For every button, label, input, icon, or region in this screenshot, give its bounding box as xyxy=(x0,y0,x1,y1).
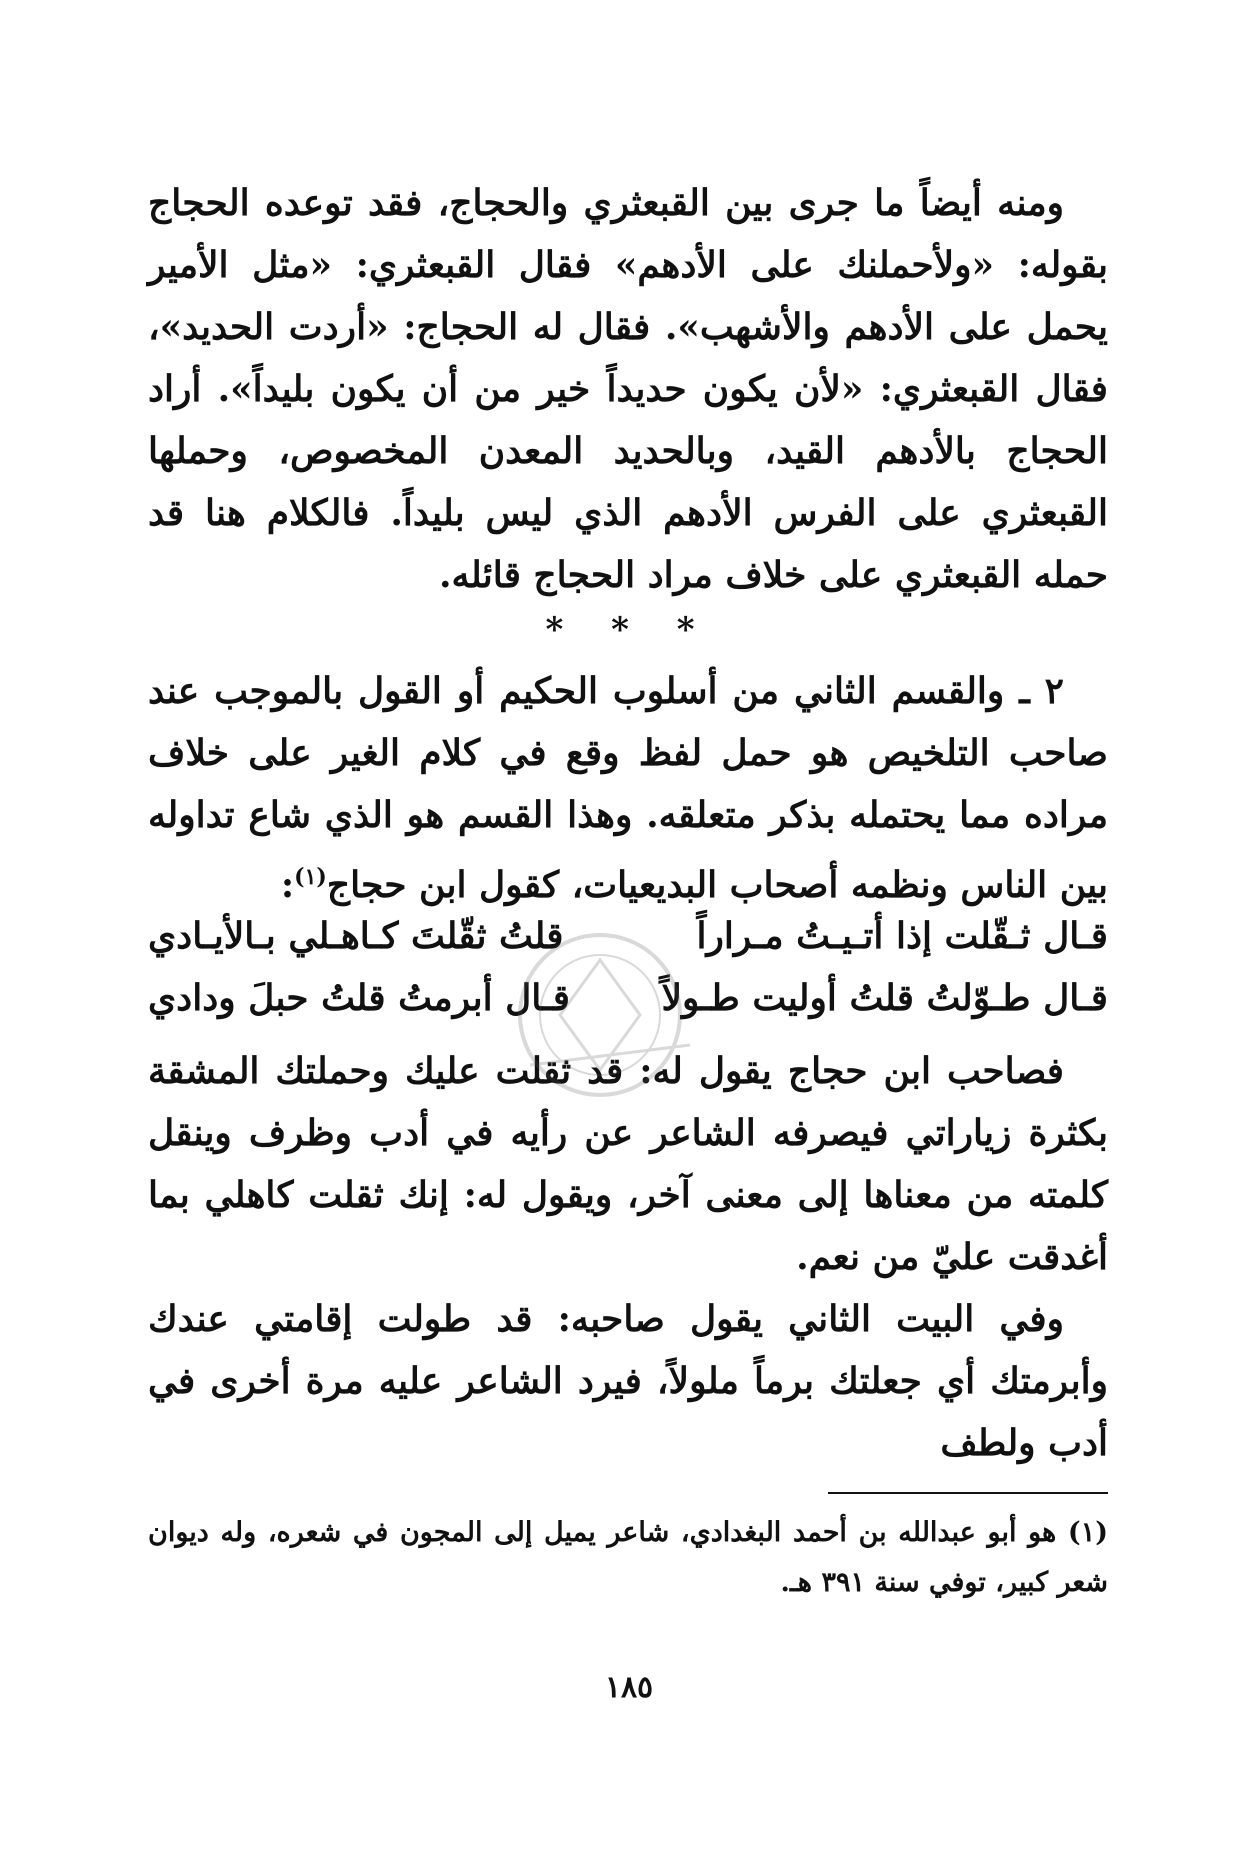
footnote: (١) هو أبو عبدالله بن أحمد البغدادي، شاعر يميل إلى المجون في شعره، وله ديوان شعر كبير، توفي سنة ٣٩١ هـ. xyxy=(148,1517,1108,1598)
section-separator: * * * xyxy=(545,610,713,650)
paragraph-explanation-1: فصاحب ابن حجاج يقول له: قد ثقلت عليك وحملتك المشقة بكثرة زياراتي فيصرفه الشاعر عن رأيه في أدب وظرف وينقل كلمته من معناها إلى معنى آخر، ويقول له: إنك ثقلت كاهلي بما أغدقت عليّ من نعم. xyxy=(148,1050,1108,1278)
paragraph-alhajjaj-story: ومنه أيضاً ما جرى بين القبعثري والحجاج، فقد توعده الحجاج بقوله: «ولأحملنك على الأدهم» فقال القبعثري: «مثل الأمير يحمل على الأدهم والأشهب». فقال له الحجاج: «أردت الحديد»، فقال القبعثري: «لأن يكون حديداً خير من أن يكون بليداً». أراد الحجاج بالأدهم القيد، وبالحديد المعدن المخصوص، وحملها القبعثري على الفرس الأدهم الذي ليس بليداً. فالكلام هنا قد حمله القبعثري على خلاف مراد الحجاج قائله. xyxy=(148,182,1108,596)
top-text-block xyxy=(148,172,1108,606)
library-stamp-watermark-icon xyxy=(500,915,700,1115)
footnote-marker: (١) xyxy=(294,864,327,890)
footnote-divider xyxy=(828,1492,1108,1494)
paragraph-section-2 xyxy=(148,660,1108,916)
verse-first-hemistich: قـال طـوّلتُ قلتُ أوليت طـولاً xyxy=(661,977,1108,1019)
section-2-block xyxy=(148,660,1108,916)
section-2-text: ٢ ـ والقسم الثاني من أسلوب الحكيم أو القول بالموجب عند صاحب التلخيص هو حمل لفظ وقع في كلام الغير على خلاف مراده مما يحتمله بذكر متعلقه. وهذا القسم هو الذي شاع تداوله بين الناس ونظمه أصحاب البديعيات، كقول ابن حجاج xyxy=(148,670,1108,906)
verse-first-hemistich: قـال ثـقّلت إذا أتـيـتُ مـراراً xyxy=(696,915,1108,957)
paragraph-explanation-2: وفي البيت الثاني يقول صاحبه: قد طولت إقامتي عندك وأبرمتك أي جعلتك برماً ملولاً، فيرد الشاعر عليه مرة أخرى في أدب ولطف xyxy=(148,1298,1108,1464)
page-number: ١٨٥ xyxy=(604,1670,654,1705)
verse-second-hemistich: قلتُ ثقّلتَ كـاهـلي بـالأيـادي xyxy=(148,915,564,957)
section-2-ending: : xyxy=(280,864,295,906)
verse-second-hemistich: قـال أبرمتُ قلتُ حبلَ ودادي xyxy=(148,977,571,1019)
